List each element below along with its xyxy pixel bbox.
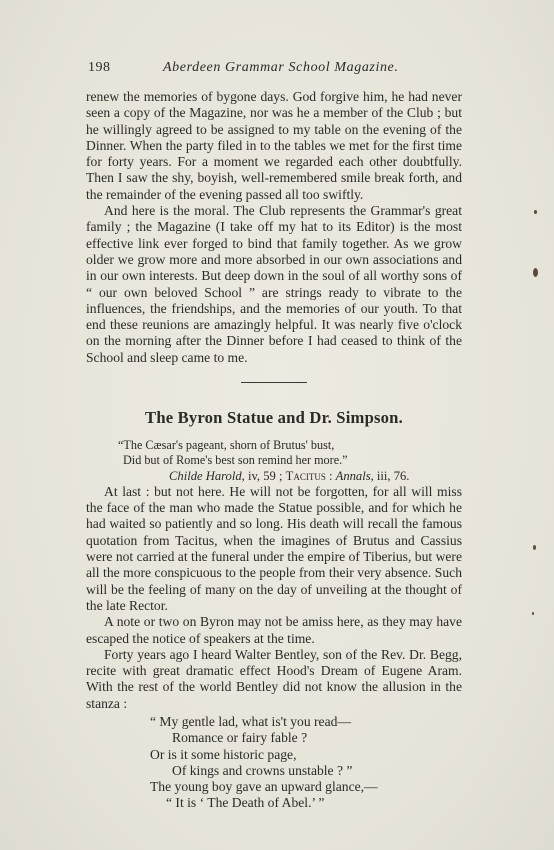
section-title: The Byron Statue and Dr. Simpson. <box>145 408 403 428</box>
citation-work-2: Annals <box>335 469 371 484</box>
citation-sep: : <box>325 469 336 484</box>
epigraph <box>118 438 462 484</box>
margin-speck <box>533 545 536 550</box>
paragraph-reunion: renew the memories of bygone days. God forgive him, he had never seen a copy of the Magazine, nor was he a member of the Club ; but he willingly agreed to be assigned to my table on the evening of the Dinner. When the party filed in to the tables we met for the first time for forty years. For a moment we regarded each other doubtfully. Then I saw the shy, boyish, well-remembered smile break forth, and the remainder of the evening passed all too swiftly. <box>86 89 462 202</box>
running-title: Aberdeen Grammar School Magazine. <box>163 60 399 75</box>
margin-speck <box>534 210 537 214</box>
page-body <box>86 89 462 812</box>
margin-speck <box>533 268 538 277</box>
citation-work: Childe Harold <box>169 469 242 484</box>
epigraph-citation <box>118 469 462 484</box>
citation-author: Tacitus <box>285 469 326 484</box>
section-divider <box>241 382 307 383</box>
page-number: 198 <box>88 60 111 75</box>
citation-ref-2: , iii, 76. <box>370 469 410 484</box>
paragraph-byron-note: A note or two on Byron may not be amiss here, as they may have escaped the notice of speakers at the time. <box>86 614 462 646</box>
epigraph-line-1: “The Cæsar's pageant, shorn of Brutus' bust, <box>118 438 335 453</box>
epigraph-line-2: Did but of Rome's best son remind her more.” <box>123 452 348 467</box>
margin-speck <box>532 612 534 615</box>
verse-line: “ My gentle lad, what is't you read— <box>150 714 352 729</box>
paragraph-statue: At last : but not here. He will not be forgotten, for all will miss the face of the man who made the Statue possible, and for which he had waited so patiently and so long. His death will recall the famous quotation from Tacitus, when the imagines of Brutus and Cassius were not carried at the funeral under the empire of Tiberius, but were all the more conspicuous to the people from their very absence. Such will be the feeling of many on the day of unveiling at the thought of the late Rector. <box>86 483 462 613</box>
verse-stanza <box>86 714 462 812</box>
verse-line: “ It is ‘ The Death of Abel.’ ” <box>166 795 325 811</box>
paragraph-bentley: Forty years ago I heard Walter Bentley, son of the Rev. Dr. Begg, recite with great dramatic effect Hood's Dream of Eugene Aram. With the rest of the world Bentley did not know the allusion in the stanza : <box>86 646 462 711</box>
verse-line: Romance or fairy fable ? <box>172 730 308 746</box>
verse-line: Of kings and crowns unstable ? ” <box>172 762 353 778</box>
citation-ref: , iv, 59 ; <box>241 469 286 484</box>
verse-line: The young boy gave an upward glance,— <box>150 779 378 795</box>
verse-line: Or is it some historic page, <box>150 746 297 762</box>
paragraph-moral: And here is the moral. The Club represents the Grammar's great family ; the Magazine (I take off my hat to its Editor) is the most effective link ever forged to bind that family together. As we grow older we grow more and more absorbed in our own associations and in our own interests. But deep down in the soul of all worthy sons of “ our own beloved School ” are strings ready to vibrate to the influences, the friendships, and the memories of our youth. To that end these reunions are amazingly helpful. It was nearly five o'clock on the morning after the Dinner before I had ceased to think of the School and sleep came to me. <box>86 203 462 365</box>
